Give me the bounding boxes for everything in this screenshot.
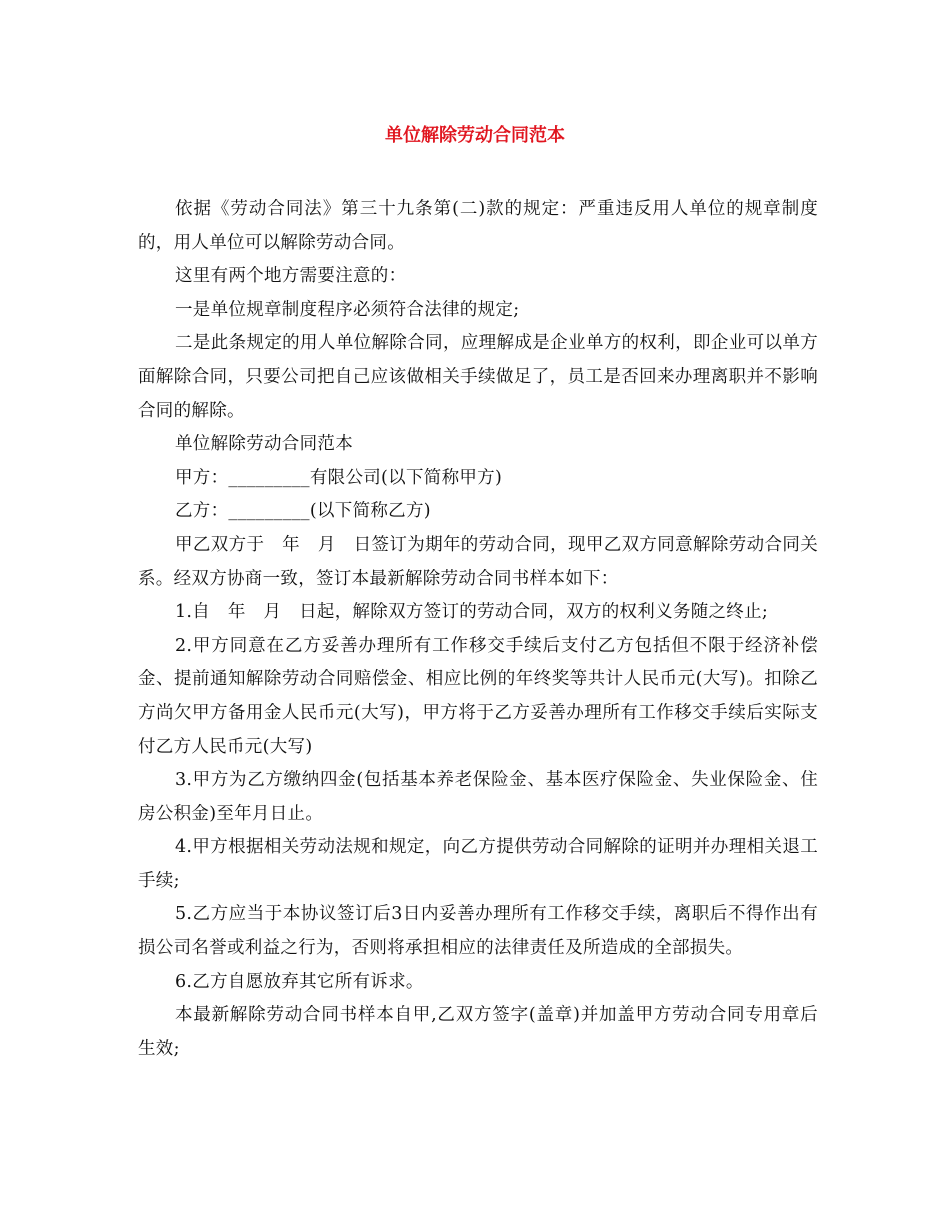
- document-title: 单位解除劳动合同范本: [385, 125, 565, 146]
- paragraph-agreement-intro: 甲乙双方于 年 月 日签订为期年的劳动合同，现甲乙双方同意解除劳动合同关系。经双方协商一致，签订本最新解除劳动合同书样本如下：: [138, 534, 818, 589]
- clause-6: 6.乙方自愿放弃其它所有诉求。: [175, 971, 424, 992]
- paragraph-effective: 本最新解除劳动合同书样本自甲,乙双方签字(盖章)并加盖甲方劳动合同专用章后生效;: [138, 1005, 818, 1059]
- paragraph-note-two: 二是此条规定的用人单位解除合同，应理解成是企业单方的权利，即企业可以单方面解除合同，只要公司把自己应该做相关手续做足了，员工是否回来办理离职并不影响合同的解除。: [138, 333, 818, 421]
- paragraph-party-b: 乙方：_________(以下简称乙方): [175, 501, 431, 522]
- paragraph-party-a: 甲方：_________有限公司(以下简称甲方): [175, 467, 503, 488]
- paragraph-note-one: 一是单位规章制度程序必须符合法律的规定;: [175, 299, 520, 320]
- document-body: [138, 193, 818, 1066]
- clause-5: 5.乙方应当于本协议签订后3日内妥善办理所有工作移交手续，离职后不得作出有损公司名誉或利益之行为，否则将承担相应的法律责任及所造成的全部损失。: [138, 904, 818, 959]
- paragraph-notes-intro: 这里有两个地方需要注意的：: [175, 266, 407, 287]
- clause-2: 2.甲方同意在乙方妥善办理所有工作移交手续后支付乙方包括但不限于经济补偿金、提前通知解除劳动合同赔偿金、相应比例的年终奖等共计人民币元(大写)。扣除乙方尚欠甲方备用金人民币元(大写)，甲方将于乙方妥善办理所有工作移交手续后实际支付乙方人民币元(大写): [138, 635, 818, 757]
- paragraph-template-heading: 单位解除劳动合同范本: [175, 434, 353, 455]
- clause-3: 3.甲方为乙方缴纳四金(包括基本养老保险金、基本医疗保险金、失业保险金、住房公积金)至年月日止。: [138, 770, 818, 824]
- clause-1: 1.自 年 月 日起，解除双方签订的劳动合同，双方的权利义务随之终止;: [175, 602, 769, 623]
- clause-4: 4.甲方根据相关劳动法规和规定，向乙方提供劳动合同解除的证明并办理相关退工手续;: [138, 837, 818, 891]
- paragraph-legal-basis: 依据《劳动合同法》第三十九条第(二)款的规定：严重违反用人单位的规章制度的，用人单位可以解除劳动合同。: [138, 199, 818, 253]
